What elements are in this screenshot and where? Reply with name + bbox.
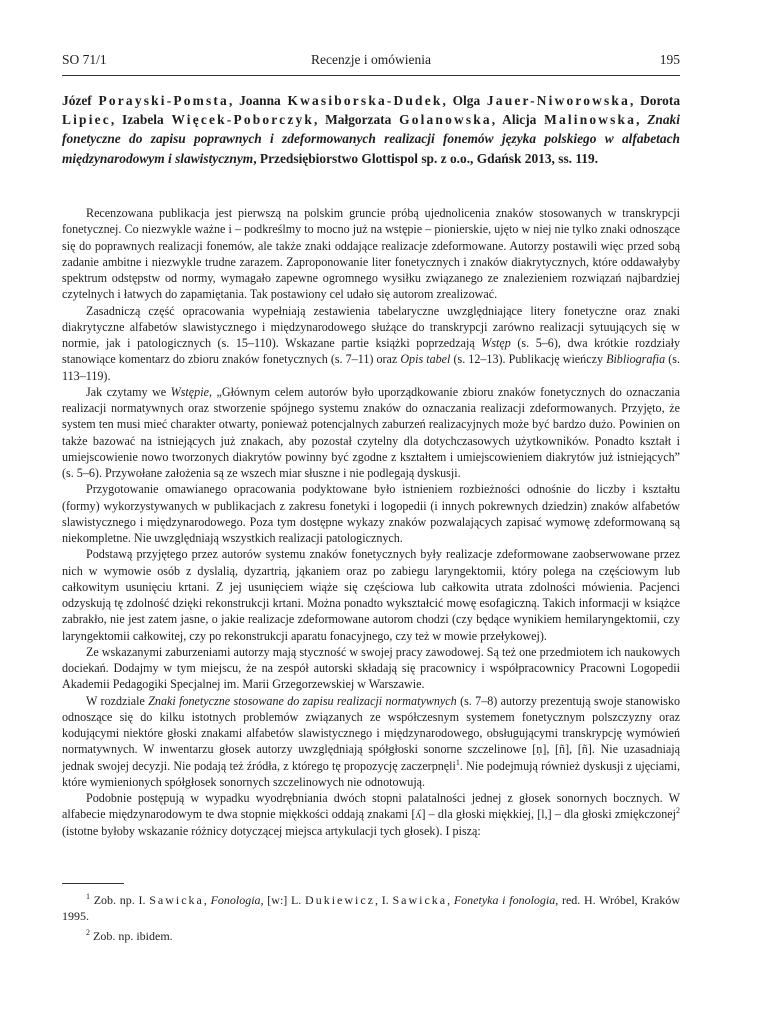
italic-title: Bibliografia [606, 352, 666, 367]
author-last-name: Golanowska [399, 112, 492, 128]
text-run: , [203, 893, 211, 907]
italic-title: Wstępie [170, 384, 209, 399]
paragraph [62, 790, 680, 839]
footnote-reference[interactable]: 1 [455, 757, 460, 767]
author-last-name: Jauer-Niworowska [486, 93, 630, 108]
review-citation: Józef Porayski-Pomsta, Joanna Kwasiborska-Dudek, Olga Jauer-Niworowska, Dorota Lipiec, Izabela Więcek-Poborczyk, Małgorzata Golanowska, Alicja Malinowska, Znaki fonetyczne do zapisu poprawnych i zdeformowanych realizacji fonemów języka polskiego w alfabetach międzynarodowym i slawistycznym, Przedsiębiorstwo Glottispol sp. z o.o., Gdańsk 2013, ss. 119. [62, 93, 681, 166]
italic-title: Fonetyka i fonologia [453, 893, 556, 907]
text-run: Zasadniczą część opracowania wypełniają zestawienia tabelaryczne uwzględniające litery fonetyczne oraz znaki diakrytyczne alfabetów slawistycznego i międzynarodowego służące do transkrypcji zarówno realizacji sytuujących się w normie, jak i patologicznych (s. 15–110). Wskazane partie książki poprzedzają [62, 303, 680, 350]
footnote [62, 928, 680, 944]
text-run: (s. 12–13). Publikację wieńczy [450, 352, 607, 367]
author-last-name: Malinowska [544, 112, 637, 128]
author-first-name: Alicja [502, 112, 537, 128]
text-run: (istotne byłoby wskazanie różnicy dotyczącej miejsca artykulacji tych głosek). I piszą: [62, 823, 481, 838]
footnote-number: 2 [86, 928, 90, 937]
footnote [62, 892, 680, 924]
running-header [62, 52, 680, 70]
header-rule [62, 75, 680, 76]
review-body [62, 205, 680, 839]
page-number: 195 [659, 52, 680, 67]
journal-issue: SO 71/1 [62, 52, 107, 67]
author-last-name: Więcek-Poborczyk [171, 112, 315, 128]
paragraph [62, 384, 680, 482]
footnotes [62, 892, 680, 948]
text-run: Zob. np. ibidem. [90, 929, 173, 943]
italic-title: Znaki fonetyczne stosowane do zapisu realizacji normatywnych [148, 693, 457, 708]
text-run: (s. 5–6), dwa krótkie rozdziały stanowiące komentarz do zbioru znaków fonetycznych (s. 7–11) oraz [62, 336, 680, 367]
italic-title: Opis tabel [400, 352, 451, 367]
paragraph: Przygotowanie omawianego opracowania podyktowane było istnieniem rozbieżności odnośnie do liczby i kształtu (formy) wykorzystywanych w publikacjach z zakresu fonetyki i logopedii (i innych pokrewnych dziedzin) znaków alfabetów slawistycznego i międzynarodowego. Poza tym dostępne wykazy znaków pozwalających zapisać wymowę zdeformowaną są niekompletne. Nie uwzględniają wszystkich realizacji patologicznych. [62, 482, 680, 545]
publisher-info: Przedsiębiorstwo Glottispol sp. z o.o., Gdańsk 2013, ss. 119. [259, 150, 599, 166]
italic-title: Wstęp [481, 336, 511, 350]
footnote-reference[interactable]: 2 [676, 806, 680, 816]
text-run: , [447, 893, 454, 907]
author-first-name: Dorota [640, 93, 681, 108]
text-run: , „Głównym celem autorów było uporządkowanie zbioru znaków fonetycznych do oznaczania realizacji normatywnych oraz stworzenie spójnego systemu znaków do oznaczania realizacji zdeformowanych. Przyjęto, że system ten musi mieć charakter otwarty, ponieważ potencjalnych zaburzeń realizacyjnych może być bardzo dużo. Powinien on także bazować na istniejących już znakach, aby pozostał czytelny dla dotychczasowych użytkowników. Ponadto kształt i umiejscowienie nowo tworzonych diakrytów powinny być zgodne z kształtem i umiejscowieniem diakrytów już istniejących” (s. 5–6). Przywołane założenia są ze wszech miar słuszne i nie podlegają dyskusji. [62, 384, 680, 480]
paragraph: Recenzowana publikacja jest pierwszą na polskim gruncie próbą ujednolicenia znaków stosowanych w transkrypcji fonetycznej. Co niezwykle ważne i – podkreślmy to mocno już na wstępie – pionierskie, ujęto w niej nie tylko znaki odnoszące się do poprawnych realizacji fonemów, ale także znaki oddające realizacje zdeformowane. Autorzy postawili więc przed sobą zadanie ambitne i niezwykle trudne zarazem. Zaproponowanie liter fonetycznych i znaków diakrytycznych, które oddawałyby spektrum odstępstw od normy, wymagało zapewne ogromnego wysiłku związanego ze znalezieniem rozwiązań najbardziej czytelnych i łatwych do zapamiętania. Tak postawiony cel udało się autorom zrealizować. [62, 206, 680, 302]
text-run: Jak czytamy we [86, 384, 171, 399]
footnote-rule [62, 883, 124, 884]
author-first-name: Małgorzata [325, 112, 392, 128]
author-first-name: Olga [452, 93, 481, 108]
text-run: , red. H. Wróbel, Kraków 1995. [62, 893, 681, 923]
italic-title: Fonologia [210, 893, 261, 907]
text-run: . Nie podejmują również dyskusji z ujęciami, które wymienionych spółgłosek sonornych szczelinowych nie odnotowują. [62, 758, 680, 789]
text-run: (s. 113–119). [62, 352, 681, 383]
text-run: (s. 7–8) autorzy prezentują swoje stanowisko odnoszące się do kilku istotnych problemów związanych ze współczesnym systemem fonetycznym polszczyzny oraz kodującymi niektóre głoski znakami alfabetów slawistycznego i międzynarodowego, obsługującymi transkrypcję wymówień normatywnych. W inwentarzu głosek autorzy uwzględniają spółgłoski sonorne szczelinowe [ṇ], [ñ], [ñ]. Nie uzasadniają jednak swojej decyzji. Nie podają też źródła, z którego tę propozycję zaczerpnęli [62, 693, 680, 773]
section-title: Recenzje i omówienia [311, 52, 431, 67]
book-title: Znaki fonetyczne do zapisu poprawnych i zdeformowanych realizacji fonemów języka polskiego w alfabetach międzynarodowym i slawistycznym [62, 112, 680, 166]
text-run: , I. [375, 893, 393, 907]
paragraph [62, 303, 680, 384]
spaced-name: Dukiewicz [305, 893, 376, 907]
author-first-name: Joanna [239, 93, 281, 108]
spaced-name: Sawicka [392, 893, 448, 907]
author-last-name: Porayski-Pomsta [98, 93, 229, 108]
author-first-name: Izabela [122, 112, 164, 128]
author-first-name: Józef [62, 93, 92, 108]
text-run: Podobnie postępują w wypadku wyodrębniania dwóch stopni palatalności jednej z głosek sonornych bocznych. W alfabecie międzynarodowym te dwa stopnie miękkości oddają znakami [ʎ] – dla głoski miękkiej, [l,] – dla głoski zmiękczonej [62, 791, 680, 822]
author-last-name: Lipiec [62, 112, 111, 128]
spaced-name: Sawicka [149, 893, 204, 907]
text-run: Zob. np. I. [90, 893, 150, 907]
paragraph [62, 693, 680, 791]
paragraph: Ze wskazanymi zaburzeniami autorzy mają styczność w swojej pracy zawodowej. Są też one przedmiotem ich naukowych dociekań. Dodajmy w tym miejscu, że na zespół autorski składają się pracownicy i współpracownicy Pracowni Logopedii Akademii Pedagogiki Specjalnej im. Marii Grzegorzewskiej w Warszawie. [62, 644, 680, 692]
text-run: W rozdziale [86, 693, 149, 708]
paragraph: Podstawą przyjętego przez autorów systemu znaków fonetycznych były realizacje zdeformowane zaobserwowane przez nich w wymowie osób z dyslalią, dyzartrią, jąkaniem oraz po zabiegu laryngektomii, który polega na częściowym lub całkowitym usunięciu krtani. Z jej usunięciem wiąże się częściowa lub całkowita utrata zdolności mówienia. Pacjenci odzyskują tę zdolność dzięki rekonstrukcji krtani. Można ponadto wykształcić mowę esofagiczną. Takich informacji w książce zabrakło, nie jest zatem jasne, o jakie realizacje zdeformowane autorom chodzi (czy będące wynikiem hemilaryngektomii, czy laryngektomii całkowitej, czy po rekonstrukcji aparatu fonacyjnego, czy też w mowie przełykowej). [62, 547, 680, 643]
author-last-name: Kwasiborska-Dudek [287, 93, 443, 108]
text-run: , [w:] L. [260, 893, 306, 907]
footnote-number: 1 [86, 892, 90, 901]
